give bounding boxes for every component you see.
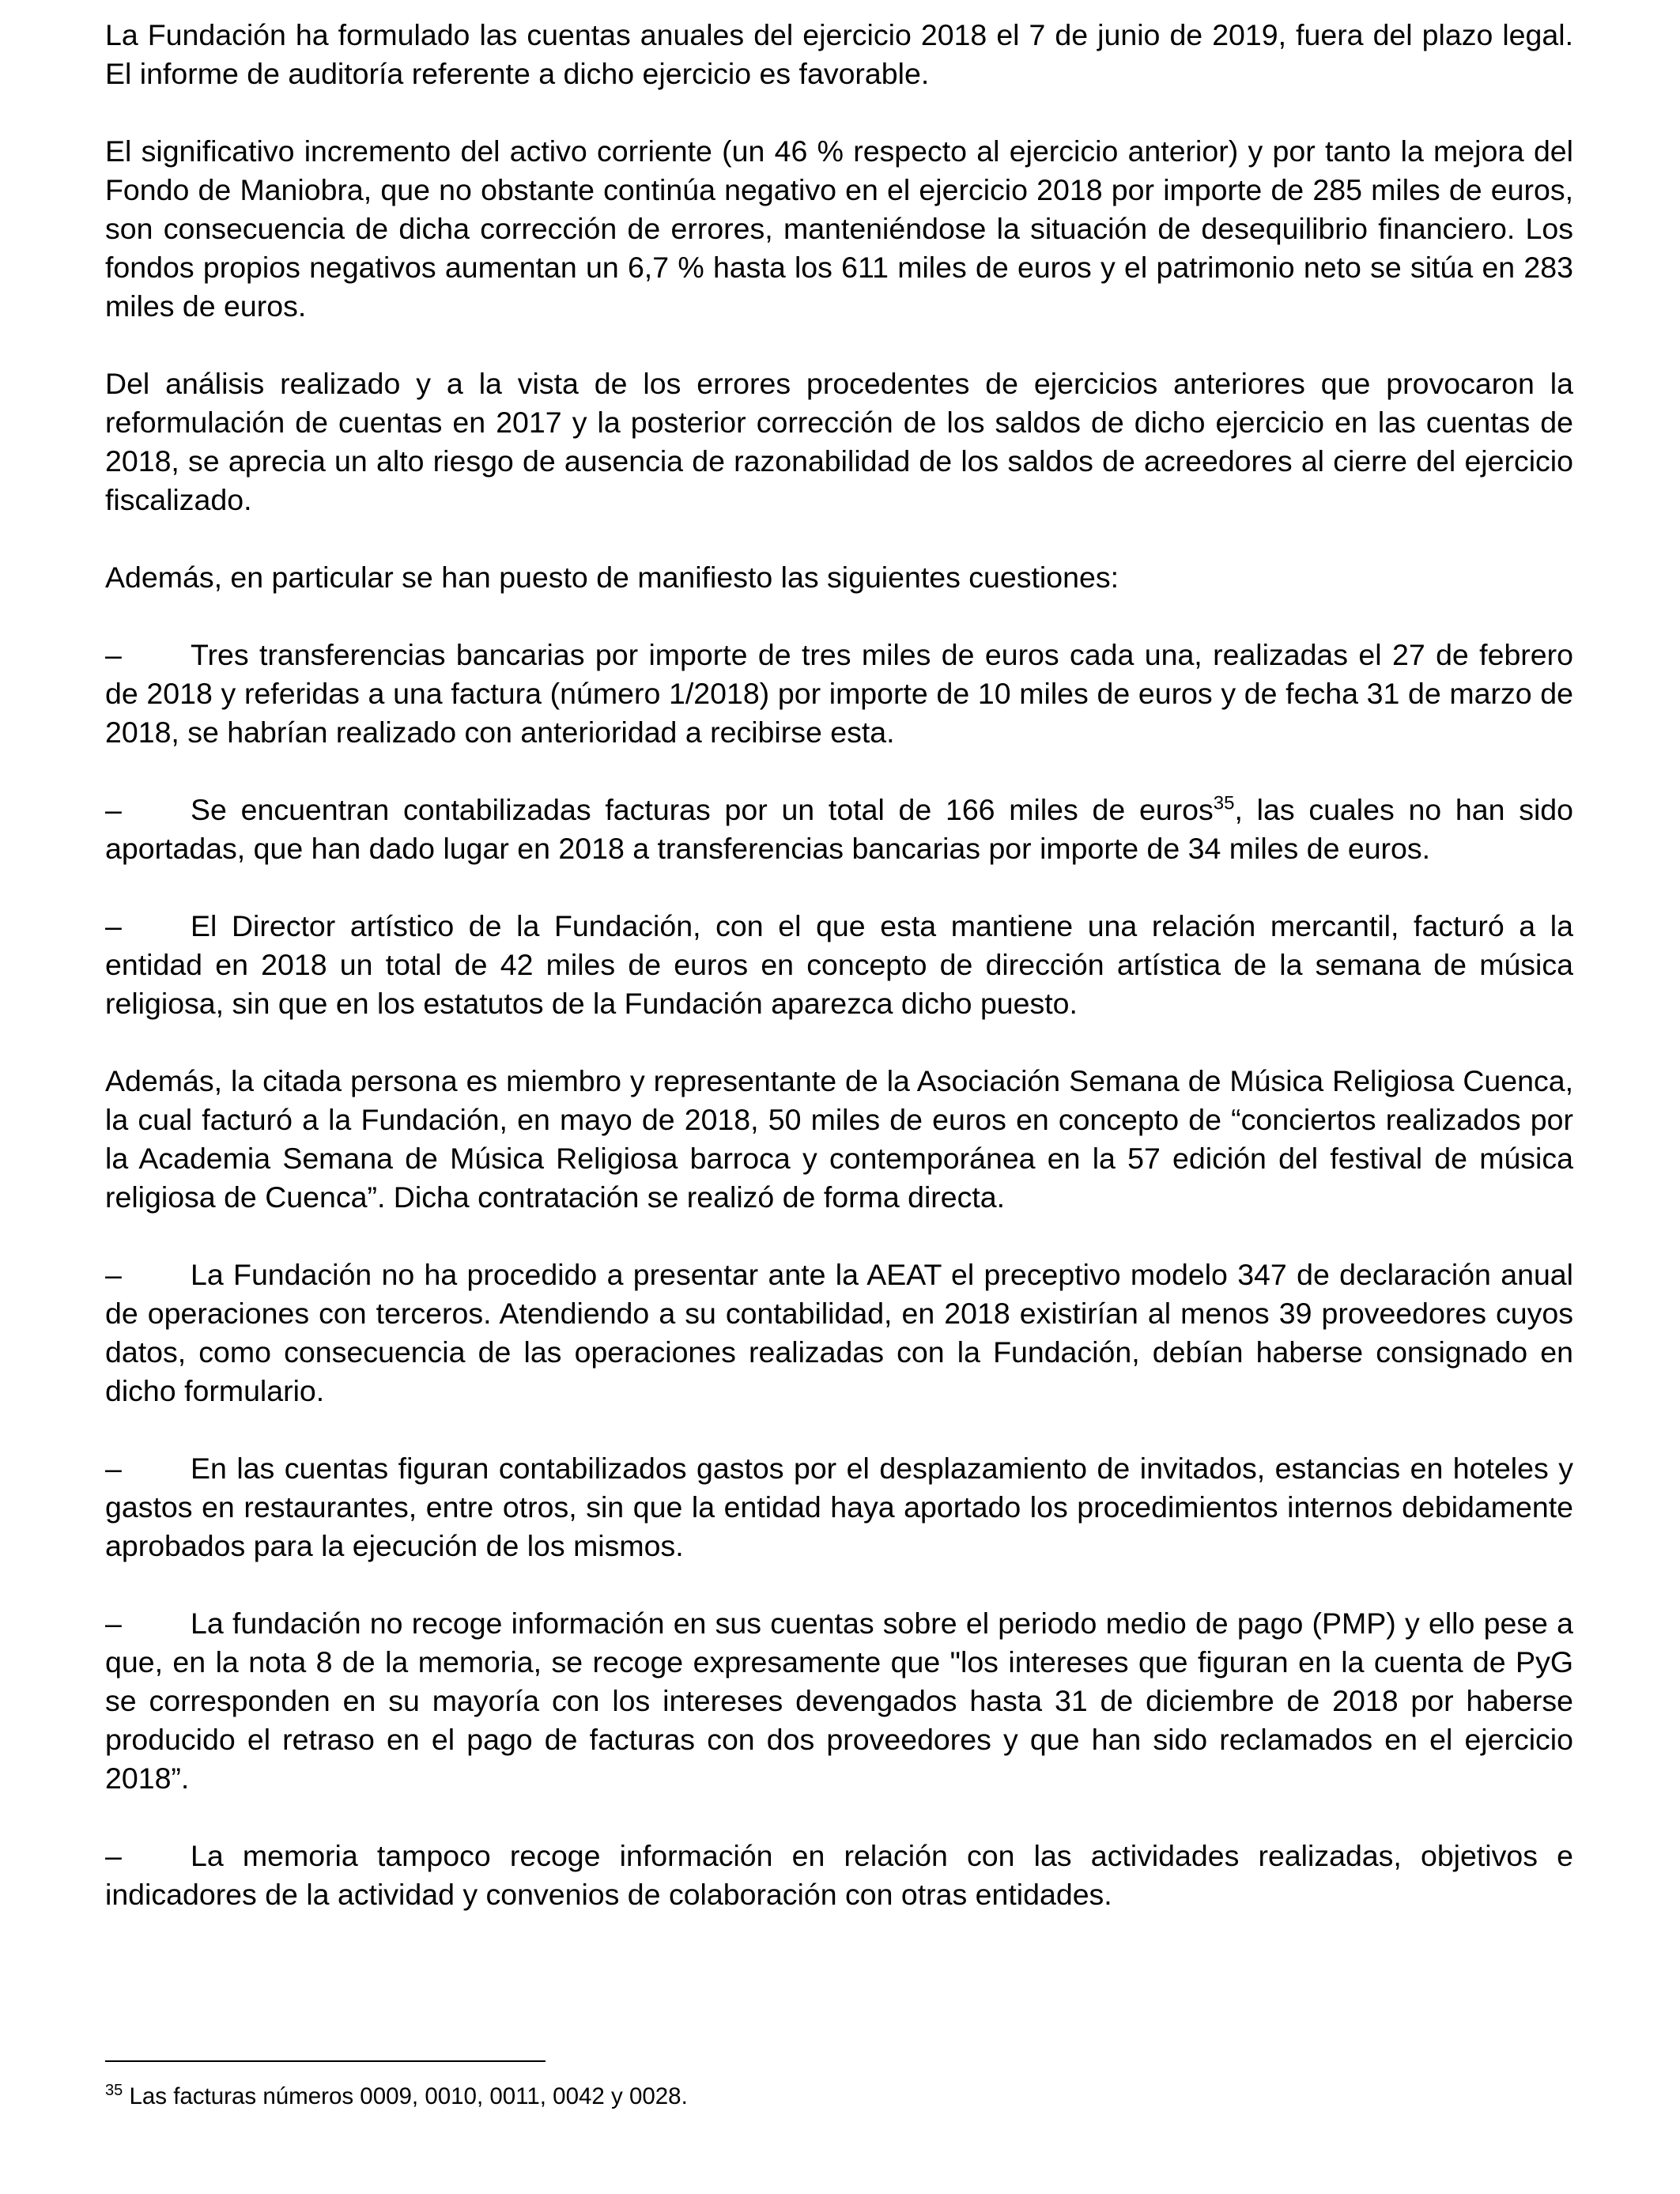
bullet-transferencias	[105, 636, 1573, 752]
dash-marker: –	[105, 1607, 122, 1640]
footnote-text: Las facturas números 0009, 0010, 0011, 0042 y 0028.	[123, 2083, 688, 2109]
bullet-director-artistico	[105, 907, 1573, 1023]
bullet-periodo-medio-pago	[105, 1604, 1573, 1798]
paragraph-analisis-errores: Del análisis realizado y a la vista de los errores procedentes de ejercicios anteriores que provocaron la reformulación de cuentas en 2017 y la posterior corrección de los saldos de dicho ejercicio en las cuentas de 2018, se aprecia un alto riesgo de ausencia de razonabilidad de los saldos de acreedores al cierre del ejercicio fiscalizado.	[105, 367, 1573, 516]
paragraph-activo-corriente: El significativo incremento del activo corriente (un 46 % respecto al ejercicio anterior) y por tanto la mejora del Fondo de Maniobra, que no obstante continúa negativo en el ejercicio 2018 por importe de 285 miles de euros, son consecuencia de dicha corrección de errores, manteniéndose la situación de desequilibrio financiero. Los fondos propios negativos aumentan un 6,7 % hasta los 611 miles de euros y el patrimonio neto se sitúa en 283 miles de euros.	[105, 134, 1573, 323]
bullet-modelo-347	[105, 1256, 1573, 1410]
footnote-reference: 35	[1213, 792, 1235, 814]
document-body	[105, 16, 1573, 1953]
dash-marker: –	[105, 793, 122, 826]
bullet-memoria-actividades	[105, 1837, 1573, 1914]
footnote-separator	[105, 2060, 546, 2062]
bullet-facturas-no-aportadas	[105, 791, 1573, 868]
bullet-text: La fundación no recoge información en sus cuentas sobre el periodo medio de pago (PMP) y ello pese a que, en la nota 8 de la memoria, se recoge expresamente que "los intereses que figuran en la cuenta de PyG se corresponden en su mayoría con los intereses devengados hasta 31 de diciembre de 2018 por haberse producido el retraso en el pago de facturas con dos proveedores y que han sido reclamados en el ejercicio 2018”.	[105, 1607, 1573, 1795]
footnote-number: 35	[105, 2082, 123, 2100]
bullet-text: Tres transferencias bancarias por importe de tres miles de euros cada una, realizadas el 27 de febrero de 2018 y referidas a una factura (número 1/2018) por importe de 10 miles de euros y de fecha 31 de marzo de 2018, se habrían realizado con anterioridad a recibirse esta.	[105, 638, 1573, 749]
bullet-text: La Fundación no ha procedido a presentar ante la AEAT el preceptivo modelo 347 de declaración anual de operaciones con terceros. Atendiendo a su contabilidad, en 2018 existirían al menos 39 proveedores cuyos datos, como consecuencia de las operaciones realizadas con la Fundación, debían haberse consignado en dicho formulario.	[105, 1258, 1573, 1407]
paragraph-asociacion-semana-musica: Además, la citada persona es miembro y representante de la Asociación Semana de Música Religiosa Cuenca, la cual facturó a la Fundación, en mayo de 2018, 50 miles de euros en concepto de “conciertos realizados por la Academia Semana de Música Religiosa barroca y contemporánea en la 57 edición del festival de música religiosa de Cuenca”. Dicha contratación se realizó de forma directa.	[105, 1064, 1573, 1214]
dash-marker: –	[105, 1452, 122, 1485]
dash-marker: –	[105, 638, 122, 671]
bullet-text: Se encuentran contabilizadas facturas por un total de 166 miles de euros	[191, 793, 1214, 826]
bullet-text-continued: , las cuales no han sido aportadas, que han dado lugar en 2018 a transferencias bancarias por importe de 34 miles de euros.	[105, 793, 1573, 865]
paragraph-cuestiones-intro: Además, en particular se han puesto de manifiesto las siguientes cuestiones:	[105, 561, 1119, 594]
dash-marker: –	[105, 1258, 122, 1291]
bullet-text: La memoria tampoco recoge información en relación con las actividades realizadas, objetivos e indicadores de la actividad y convenios de colaboración con otras entidades.	[105, 1839, 1573, 1911]
dash-marker: –	[105, 909, 122, 942]
bullet-gastos-desplazamiento	[105, 1449, 1573, 1565]
footnote	[105, 2082, 688, 2112]
dash-marker: –	[105, 1839, 122, 1872]
paragraph-formulacion-cuentas: La Fundación ha formulado las cuentas anuales del ejercicio 2018 el 7 de junio de 2019, fuera del plazo legal. El informe de auditoría referente a dicho ejercicio es favorable.	[105, 18, 1573, 90]
bullet-text: El Director artístico de la Fundación, con el que esta mantiene una relación mercantil, facturó a la entidad en 2018 un total de 42 miles de euros en concepto de dirección artística de la semana de música religiosa, sin que en los estatutos de la Fundación aparezca dicho puesto.	[105, 909, 1573, 1020]
bullet-text: En las cuentas figuran contabilizados gastos por el desplazamiento de invitados, estancias en hoteles y gastos en restaurantes, entre otros, sin que la entidad haya aportado los procedimientos internos debidamente aprobados para la ejecución de los mismos.	[105, 1452, 1573, 1562]
